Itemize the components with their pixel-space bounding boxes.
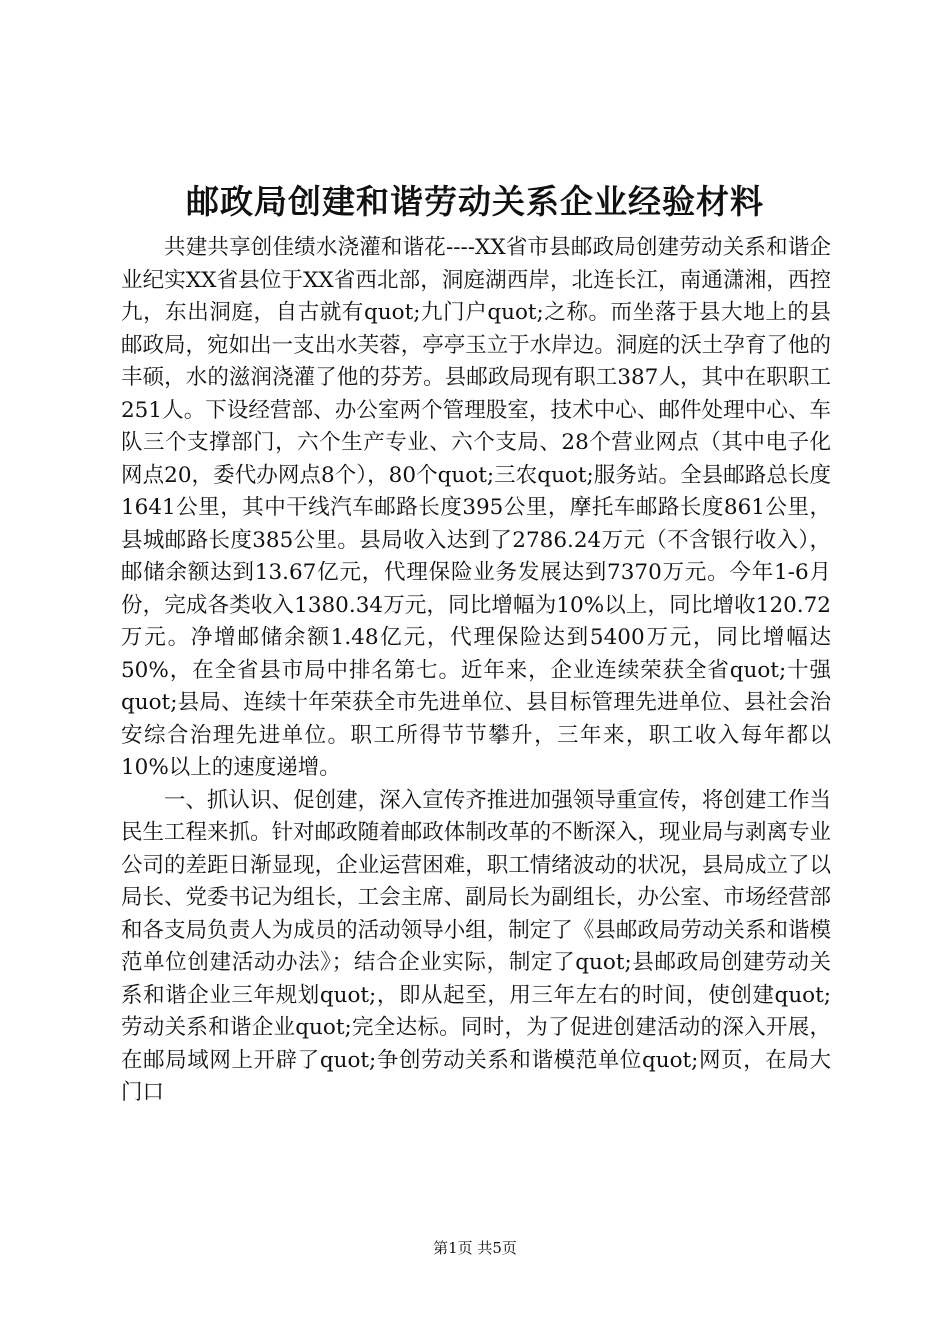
- document-title: 邮政局创建和谐劳动关系企业经验材料: [186, 182, 764, 221]
- page-number-footer: 第1页 共5页: [433, 1239, 517, 1257]
- paragraph-intro: 共建共享创佳绩水浇灌和谐花----XX省市县邮政局创建劳动关系和谐企业纪实XX省县位于XX省西北部，洞庭湖西岸，北连长江，南通潇湘，西控九，东出洞庭，自古就有quot;九门户quot;之称。而坐落于县大地上的县邮政局，宛如出一支出水芙蓉，亭亭玉立于水岸边。洞庭的沃土孕育了他的丰硕，水的滋润浇灌了他的芬芳。县邮政局现有职工387人，其中在职职工251人。下设经营部、办公室两个管理股室，技术中心、邮件处理中心、车队三个支撑部门，六个生产专业、六个支局、28个营业网点（其中电子化网点20，委代办网点8个），80个quot;三农quot;服务站。全县邮路总长度1641公里，其中干线汽车邮路长度395公里，摩托车邮路长度861公里，县城邮路长度385公里。县局收入达到了2786.24万元（不含银行收入），邮储余额达到13.67亿元，代理保险业务发展达到7370万元。今年1-6月份，完成各类收入1380.34万元，同比增幅为10%以上，同比增收120.72万元。净增邮储余额1.48亿元，代理保险达到5400万元，同比增幅达50%，在全省县市局中排名第七。近年来，企业连续荣获全省quot;十强quot;县局、连续十年荣获全市先进单位、县目标管理先进单位、县社会治安综合治理先进单位。职工所得节节攀升，三年来，职工收入每年都以10%以上的速度递增。: [121, 235, 831, 780]
- paragraph-section-one: 一、抓认识、促创建，深入宣传齐推进加强领导重宣传，将创建工作当民生工程来抓。针对邮政随着邮政体制改革的不断深入，现业局与剥离专业公司的差距日渐显现，企业运营困难，职工情绪波动的状况，县局成立了以局长、党委书记为组长，工会主席、副局长为副组长，办公室、市场经营部和各支局负责人为成员的活动领导小组，制定了《县邮政局劳动关系和谐模范单位创建活动办法》；结合企业实际，制定了quot;县邮政局创建劳动关系和谐企业三年规划quot;，即从起至，用三年左右的时间，使创建quot;劳动关系和谐企业quot;完全达标。同时，为了促进创建活动的深入开展，在邮局域网上开辟了quot;争创劳动关系和谐模范单位quot;网页，在局大门口: [121, 787, 831, 1105]
- document-body: [121, 232, 831, 1110]
